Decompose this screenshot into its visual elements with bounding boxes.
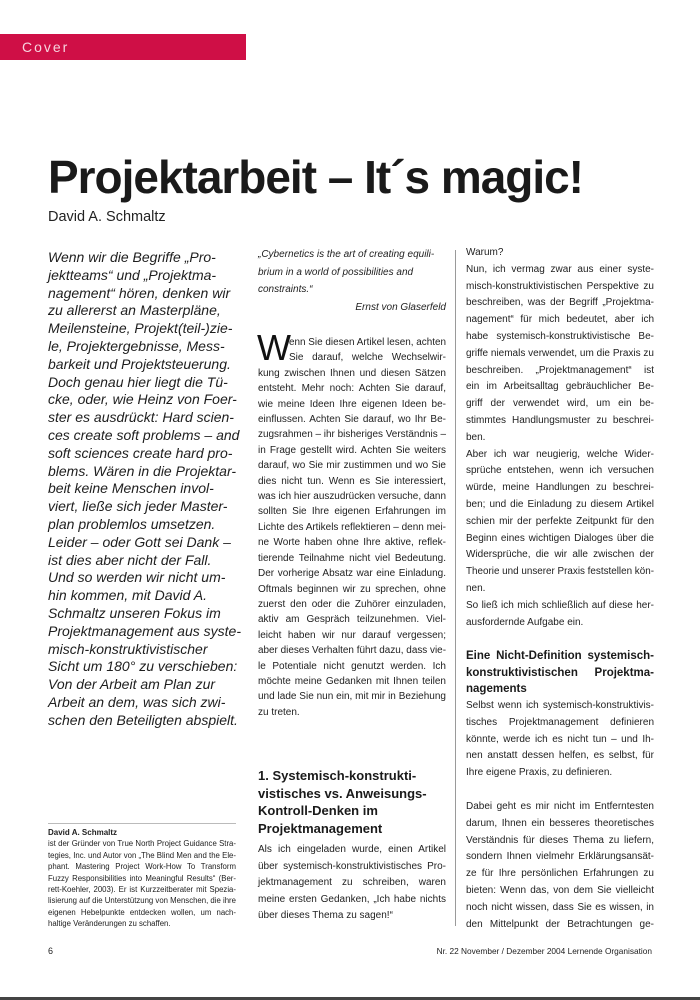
text-line: [466, 715, 654, 732]
text-line-content: Arbeit an dem, was sich zwi-: [48, 693, 226, 710]
text-line: [466, 698, 654, 715]
text-line-content: phant. Mastering Project Work-How To Transform: [48, 862, 236, 872]
text-line-content: ein im Arbeitsalltag gebräuchlicher Be-: [466, 381, 654, 393]
text-line-content: jektmanagement zu schreiben, waren: [258, 877, 446, 889]
text-line: [289, 350, 446, 365]
text-line: [48, 918, 236, 929]
section-heading-1: [258, 767, 446, 837]
text-line-content: rett-Koehler, 2003). Er ist Kurzzeitberater mit Spezia-: [48, 885, 236, 895]
text-line-content: jektteams“ und „Projektma-: [48, 266, 217, 283]
text-line-content: ist dies aber nicht der Fall.: [48, 551, 212, 568]
text-line-content: constraints.“: [258, 284, 313, 295]
text-line-content: zugsrahmen – ihr bisheriges Verständnis –: [258, 429, 446, 441]
page-number: 6: [48, 946, 54, 956]
text-line-content: über dieses Thema zu sagen!“: [258, 910, 393, 922]
text-line: [48, 623, 244, 641]
text-line-content: Eine Nicht-Definition systemisch-: [466, 650, 654, 662]
text-line-content: darauf, wo Sie mir zustimmen und wo Sie: [258, 460, 446, 472]
text-line-content: sondern Ihnen vielmehr Erklärungsansät-: [466, 851, 654, 863]
text-line-content: „Cybernetics is the art of creating equili-: [258, 249, 435, 260]
epigraph-attribution: Ernst von Glaserfeld: [355, 302, 446, 313]
text-line: [48, 712, 244, 730]
text-line-content: nagement“ für mich bedeutet, aber ich: [466, 314, 654, 326]
text-line: [258, 582, 446, 597]
text-line-content: ster es ausdrückt: Hard scien-: [48, 409, 234, 426]
bio-author-name: David A. Schmaltz: [48, 828, 118, 837]
text-line-content: Sicht um 180° zu verschieben:: [48, 658, 238, 675]
text-line: [466, 917, 654, 934]
text-line: [258, 520, 446, 535]
text-line: [466, 497, 654, 514]
text-line-content: Selbst wenn ich systemisch-konstruktivis-: [466, 700, 654, 711]
text-line: [258, 892, 446, 909]
text-line-content: Leider – oder Gott sei Dank –: [48, 533, 231, 550]
text-line-content: eigenen Hebelpunkte entdecken wollen, um nach-: [48, 907, 236, 917]
text-line: [466, 598, 654, 615]
text-line: [258, 381, 446, 396]
column-divider: [455, 250, 456, 926]
text-line-content: Projektmanagement aus syste-: [48, 622, 241, 639]
text-line-content: Verständnis für dieses Thema zu liefern,: [466, 834, 654, 846]
text-line-content: nagements: [466, 683, 527, 696]
text-line: [48, 534, 244, 552]
text-line-content: Oftmals beginnen wir zu sprechen, ohne: [258, 583, 446, 595]
text-line: [48, 391, 244, 409]
text-line-content: den Mittelpunkt der Betrachtungen ge-: [466, 918, 654, 930]
text-line: [466, 615, 654, 632]
text-line: [48, 249, 244, 267]
text-line-content: Widersprüche, die wir alle zwischen der: [466, 549, 654, 561]
text-line-content: möchte meine Gedanken mit Ihnen teilen: [258, 675, 446, 687]
text-line-content: Der vorherige Absatz war eine Einladung.: [258, 568, 446, 580]
text-line: [48, 480, 244, 498]
text-line: [258, 659, 446, 674]
text-line-content: über systemisch-konstruktivistisches Pro-: [258, 860, 446, 872]
text-line-content: stimmtes Handlungsmuster zu beschrei-: [466, 414, 654, 426]
text-line-content: aktiv am Gespräch teilzunehmen. Viel-: [258, 614, 446, 626]
text-line-content: blems. Wären in die Projektar-: [48, 462, 237, 479]
section-label: Cover: [22, 39, 70, 55]
text-line: [258, 427, 446, 442]
text-line-content: sprüche entstehen, wenn ich versuchen: [466, 465, 654, 477]
text-line-content: lisierung auf die Unterstützung von Menschen, die ihre: [48, 896, 236, 906]
text-line: [258, 264, 446, 282]
text-line: [48, 838, 236, 849]
text-line: [48, 605, 244, 623]
text-line-content: ben; und die Einladung zu diesem Artikel: [466, 498, 654, 510]
text-line-content: Theorie und unserer Praxis feststellen kön-: [466, 566, 654, 578]
drop-cap: W: [257, 327, 291, 368]
text-line: [48, 658, 244, 676]
text-line-content: könnte, werde ich es nicht tun – und Ih-: [466, 733, 654, 745]
text-line: [466, 581, 654, 598]
text-line: [258, 397, 446, 412]
text-line-content: brium in a world of possibilities and: [258, 266, 414, 278]
article-title-text: Projektarbeit – It´s magic!: [48, 151, 583, 203]
text-line: [466, 531, 654, 548]
text-line: [466, 379, 654, 396]
text-line: [48, 374, 244, 392]
text-line-content: konstruktivistischen Projektma-: [466, 666, 654, 679]
text-line: [48, 445, 244, 463]
text-line-content: misch-konstruktivistischer: [48, 640, 208, 657]
text-line: [48, 302, 244, 320]
text-line: [258, 842, 446, 859]
text-line: [466, 312, 654, 329]
text-line: [466, 480, 654, 497]
text-line-content: beschreiben, was der Begriff „Projektma-: [466, 297, 654, 309]
body-text-right-column: [466, 245, 654, 631]
text-line-content: zu treten.: [258, 706, 300, 718]
text-line-content: soft sciences create hard pro-: [48, 444, 233, 461]
text-line-content: ces create soft problems – and: [48, 426, 240, 443]
text-line-content: nen.: [466, 582, 486, 594]
text-line-content: beit keine Menschen invol-: [48, 480, 214, 497]
text-line: [466, 883, 654, 900]
text-line: [48, 694, 244, 712]
text-line: [466, 849, 654, 866]
text-line: [258, 875, 446, 892]
text-line: [258, 705, 446, 720]
text-line: [466, 732, 654, 749]
text-line-content: So ließ ich mich schließlich auf diese her-: [466, 599, 654, 611]
epigraph-quote: [258, 246, 446, 299]
text-line: [258, 366, 446, 381]
text-line-content: Von der Arbeit am Plan zur: [48, 676, 216, 693]
text-line: [466, 765, 654, 782]
text-line: [48, 884, 236, 895]
text-line-content: tegies, Inc. und Autor von „The Blind Men and the Ele-: [48, 850, 236, 860]
text-line-content: 1. Systemisch-konstrukti-: [258, 768, 417, 783]
text-line: [258, 767, 446, 785]
text-line: [48, 285, 244, 303]
text-line: [466, 866, 654, 883]
text-line: [466, 363, 654, 380]
text-line: [466, 396, 654, 413]
text-line-content: Meilensteine, Projekt(teil-)zie-: [48, 320, 233, 337]
text-line-content: bieten: Wenn das, von dem Sie vielleicht: [466, 884, 654, 896]
text-line: [258, 566, 446, 581]
text-line-content: griffe niemals verwendet, um die Praxis zu: [466, 347, 654, 359]
text-line-content: schien mir der perfekte Zeitpunkt für den: [466, 515, 654, 527]
text-line: [48, 676, 244, 694]
text-line: [258, 859, 446, 876]
text-line: [48, 427, 244, 445]
text-line: [48, 587, 244, 605]
text-line-content: Als ich eingeladen wurde, einen Artikel: [258, 844, 446, 855]
text-line-content: sollten Sie Ihre eigenen Erfahrungen im: [258, 506, 446, 518]
text-line-content: Nun, ich vermag zwar aus einer syste-: [466, 263, 654, 275]
text-line: [258, 458, 446, 473]
text-line: [466, 295, 654, 312]
text-line: [466, 900, 654, 917]
text-line: [48, 320, 244, 338]
body-text-continued: [466, 799, 654, 933]
text-line-content: Dabei geht es mir nicht im Entferntesten: [466, 801, 654, 812]
text-line: [258, 785, 446, 803]
text-line-content: Doch genau hier liegt die Tü-: [48, 373, 228, 390]
text-line-content: zuerst den oder die Zuhörer einzuladen,: [258, 598, 446, 610]
text-line: [48, 861, 236, 872]
text-line: [258, 281, 446, 299]
text-line-content: Projektmanagement: [258, 820, 383, 836]
text-line: [258, 643, 446, 658]
section-heading-2: [466, 648, 654, 698]
section-banner: [0, 34, 246, 60]
text-line: [48, 552, 244, 570]
text-line: [466, 648, 654, 665]
text-line-content: Sie darauf, welche Wechselwir-: [289, 352, 446, 364]
text-line-content: wie meine Ideen Ihre eigenen Ideen be-: [258, 398, 446, 410]
article-title: [48, 150, 588, 204]
text-line: [258, 612, 446, 627]
text-line: [48, 907, 236, 918]
text-line-content: darum, Ihnen ein besseres theoretisches: [466, 817, 654, 829]
text-line: [466, 514, 654, 531]
text-line: [258, 689, 446, 704]
text-line-content: ne Worte haben ohne Ihre aktive, reflek-: [258, 537, 446, 549]
text-line-content: ze für Ihre persönlichen Erfahrungen zu: [466, 868, 654, 880]
text-line-content: Und so werden wir nicht um-: [48, 569, 226, 586]
text-line-content: haltige Veränderungen zu schaffen.: [48, 919, 171, 929]
text-line: [466, 833, 654, 850]
text-line-content: ben.: [466, 431, 486, 443]
text-line-content: griff der verwendet wird, um ein be-: [466, 398, 654, 410]
text-line: [48, 641, 244, 659]
text-line-content: was ich hier auszudrücken versuche, dann: [258, 491, 446, 503]
text-line: [466, 245, 654, 262]
text-line: [48, 338, 244, 356]
text-line-content: le Potentiale nicht genutzt werden. Ich: [258, 660, 446, 672]
text-line: [466, 346, 654, 363]
text-line: [258, 597, 446, 612]
text-line-content: schen den Beteiligten abspielt.: [48, 711, 238, 728]
text-line: [258, 908, 446, 925]
text-line-content: tierende Teilnahme nicht viel Bedeutung.: [258, 552, 446, 564]
text-line-content: Warum?: [466, 247, 504, 258]
text-line: [48, 516, 244, 534]
text-line: [258, 443, 446, 458]
text-line: [466, 665, 654, 682]
text-line-content: barkeit und Projektsteuerung.: [48, 355, 231, 372]
text-line: [48, 409, 244, 427]
text-line: [48, 463, 244, 481]
text-line-content: aber dieses Verhalten führt dazu, dass vie-: [258, 645, 446, 657]
text-line-content: ist der Gründer von True North Project Guidance Stra-: [48, 839, 236, 849]
text-line-content: ausfordernde Aufgabe ein.: [466, 616, 584, 628]
text-line-content: Wenn wir die Begriffe „Pro-: [48, 249, 216, 265]
text-line: [466, 279, 654, 296]
text-line: [48, 356, 244, 374]
text-line-content: Ihre eigene Praxis, zu definieren.: [466, 767, 613, 779]
article-author: David A. Schmaltz: [48, 209, 166, 225]
text-line: [48, 267, 244, 285]
text-line-content: dies nicht tun. Wenn es Sie interessiert,: [258, 475, 446, 487]
text-line: [466, 816, 654, 833]
text-line-content: würde, meine Handlungen zu beschrei-: [466, 482, 654, 494]
text-line-content: vistisches vs. Anweisungs-: [258, 785, 427, 801]
text-line: [466, 262, 654, 279]
text-line: [258, 474, 446, 489]
text-line-content: in Frage gestellt wird. Achten Sie weiters: [258, 444, 446, 456]
body-text-non-definition: [466, 698, 654, 782]
text-line-content: habe systemisch-konstruktivistische Be-: [466, 330, 654, 342]
text-line: [48, 569, 244, 587]
text-line-content: Aber ich war neugierig, welche Wider-: [466, 448, 654, 460]
text-line: [258, 628, 446, 643]
text-line-content: Beginn eines wichtigen Dialoges über die: [466, 532, 654, 544]
text-line: [258, 551, 446, 566]
body-text-section-1: [258, 842, 446, 925]
text-line-content: Kontroll-Denken im: [258, 803, 378, 818]
text-line: [466, 463, 654, 480]
text-line: [466, 329, 654, 346]
intro-lead-text: [48, 249, 244, 730]
text-line-content: misch-konstruktivistischen Perspektive zu: [466, 280, 654, 292]
text-line-content: hin kommen, mit David A.: [48, 587, 207, 604]
text-line-content: plan problemlos umsetzen.: [48, 515, 216, 532]
text-line: [466, 413, 654, 430]
text-line-content: cke, oder, wie Heinz von Foer-: [48, 391, 237, 408]
text-line: [258, 820, 446, 838]
text-line: [466, 564, 654, 581]
body-text-intro: [258, 335, 446, 720]
text-line-content: tisches Projektmanagement definieren: [466, 716, 654, 728]
text-line-content: einflussen. Achten Sie darauf, wo Ihr Be-: [258, 414, 446, 426]
text-line: [48, 895, 236, 906]
text-line-content: kung zwischen Ihnen und diesen Sätzen: [258, 367, 446, 379]
text-line: [289, 335, 446, 350]
text-line: [258, 246, 446, 264]
text-line-content: meine ersten Gedanken, „Ich habe nichts: [258, 893, 446, 905]
footer-issue-info: Nr. 22 November / Dezember 2004 Lernende Organisation: [436, 946, 652, 956]
text-line: [466, 681, 654, 698]
text-line: [466, 430, 654, 447]
text-line: [466, 547, 654, 564]
text-line: [258, 489, 446, 504]
text-line-content: zu allererst an Masterpläne,: [48, 302, 221, 319]
text-line: [258, 674, 446, 689]
text-line-content: leicht haben wir nur darauf vergessen;: [258, 629, 446, 641]
text-line: [466, 748, 654, 765]
text-line-content: und lade Sie nun ein, mit mir in Beziehung: [258, 691, 446, 703]
author-bio: [48, 838, 236, 929]
text-line: [258, 802, 446, 820]
text-line-content: Lichte des Artikels reflektieren – denn mei-: [258, 521, 446, 533]
text-line: [48, 873, 236, 884]
text-line: [48, 850, 236, 861]
text-line-content: noch nicht wissen, dass Sie es wissen, in: [466, 901, 654, 913]
text-line: [258, 535, 446, 550]
text-line-content: nen anstatt dessen helfen, es selbst, für: [466, 750, 654, 762]
text-line: [466, 799, 654, 816]
text-line-content: nagement“ hören, denken wir: [48, 284, 231, 301]
text-line-content: Fuzzy Responsibilities into Meaningful Results“ (Ber-: [48, 873, 236, 883]
text-line: [258, 412, 446, 427]
text-line-content: viert, ließe sich jeder Master-: [48, 498, 228, 515]
bio-divider: [48, 823, 236, 824]
text-line: [48, 498, 244, 516]
text-line-content: Schmaltz unseren Fokus im: [48, 604, 221, 621]
text-line-content: entsteht. Mehr noch: Achten Sie darauf,: [258, 383, 446, 395]
text-line-content: enn Sie diesen Artikel lesen, achten: [289, 337, 446, 348]
text-line-content: beschreiben. „Projektmanagement“ ist: [466, 364, 654, 376]
text-line: [466, 447, 654, 464]
text-line: [258, 504, 446, 519]
text-line-content: le, Projektergebnisse, Mess-: [48, 337, 225, 354]
